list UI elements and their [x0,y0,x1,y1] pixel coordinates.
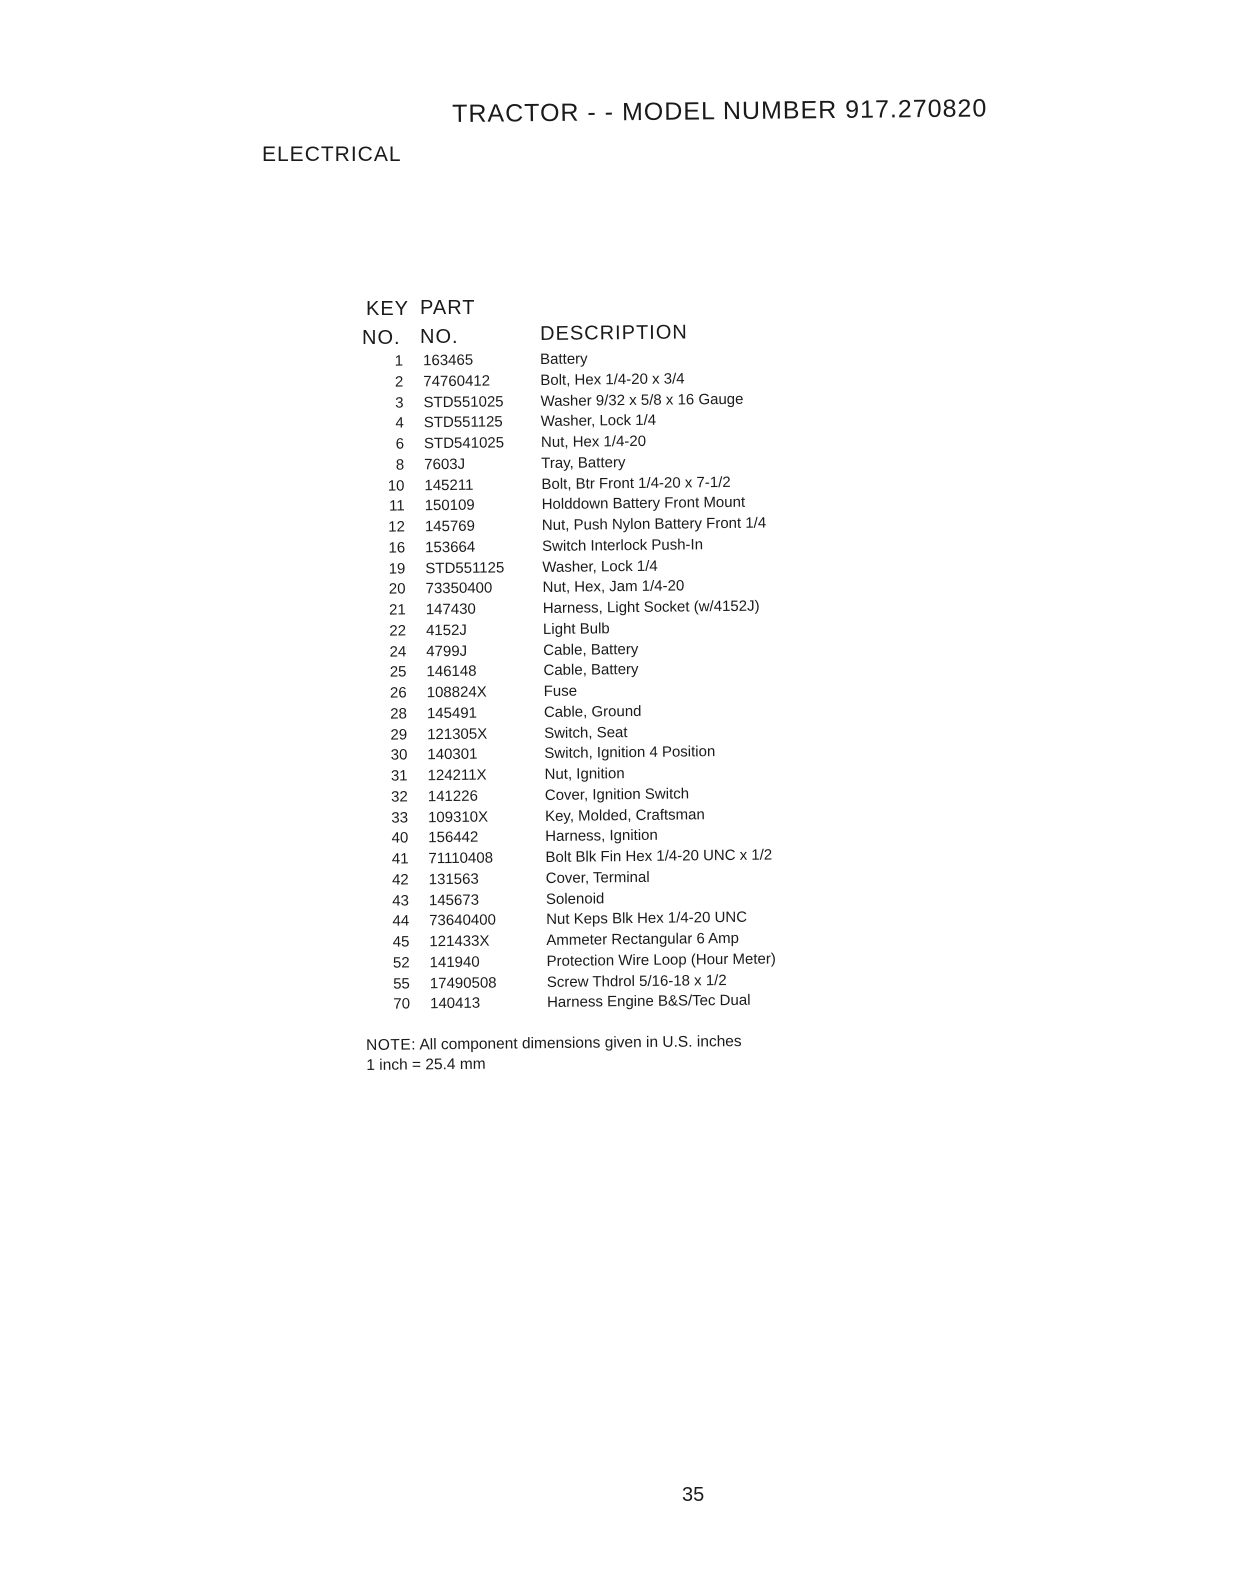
note-label: NOTE: [366,1036,417,1054]
part-no-cell: 147430 [425,600,476,619]
key-no-cell: 24 [389,642,407,661]
key-no-cell: 30 [390,746,408,764]
part-no-cell: 146148 [426,662,477,681]
part-no-cell: 145769 [424,517,476,536]
part-no-cell: STD541025 [423,434,505,453]
key-no-cell: 43 [392,891,410,910]
description-cell: Washer, Lock 1/4 [540,411,657,431]
description-cell: Bolt, Hex 1/4-20 x 3/4 [540,370,685,389]
key-no-cell: 16 [388,539,406,557]
description-cell: Bolt, Btr Front 1/4-20 x 7-1/2 [541,473,731,493]
key-no-cell: 45 [392,933,410,951]
part-no-cell: 73640400 [429,911,496,930]
part-no-cell: 131563 [428,870,479,888]
page-number: 35 [682,1484,705,1506]
part-no-header-line1: PART [420,297,476,319]
key-no-cell: 55 [393,974,410,993]
description-cell: Battery [540,350,588,368]
key-no-cell: 33 [391,808,409,827]
part-no-cell: 7603J [424,455,466,474]
description-cell: Cable, Battery [543,661,639,680]
part-no-cell: STD551125 [423,413,503,432]
part-no-cell: 4152J [425,621,467,639]
description-cell: Protection Wire Loop (Hour Meter) [546,950,776,970]
part-no-cell: 121433X [429,932,490,951]
description-cell: Harness, Light Socket (w/4152J) [542,597,760,617]
parts-list [355,347,832,1016]
key-no-cell: 10 [387,476,405,495]
part-no-cell: 17490508 [429,974,497,992]
description-cell: Harness Engine B&S/Tec Dual [546,992,751,1012]
note-line2: 1 inch = 25.4 mm [366,1055,486,1074]
part-no-cell: 73350400 [425,579,493,598]
key-no-cell: 70 [393,995,411,1013]
key-no-cell: 41 [391,850,409,868]
description-header: DESCRIPTION [540,321,688,345]
part-no-cell: 109310X [427,808,489,826]
table-row [362,990,832,1016]
part-no-header-line2: NO. [420,326,459,348]
description-cell: Cover, Ignition Switch [544,785,690,804]
part-no-cell: 108824X [426,683,487,702]
description-cell: Nut, Hex 1/4-20 [540,432,647,451]
note-line1: All component dimensions given in U.S. inches [419,1033,742,1054]
key-no-cell: 20 [388,580,406,598]
part-no-cell: 145491 [426,704,478,722]
description-cell: Holddown Battery Front Mount [541,494,746,514]
description-cell: Ammeter Rectangular 6 Amp [546,929,740,949]
description-cell: Cable, Ground [543,702,642,721]
description-cell: Nut, Ignition [544,765,625,783]
key-no-cell: 4 [395,414,404,432]
description-cell: Washer, Lock 1/4 [542,557,658,576]
part-no-cell: 121305X [427,725,488,743]
part-no-cell: STD551125 [425,558,505,577]
key-no-cell: 19 [388,559,406,578]
description-cell: Key, Molded, Craftsman [544,805,705,825]
key-no-cell: 32 [391,788,408,806]
key-no-cell: 22 [389,622,407,640]
key-no-cell: 26 [389,684,407,702]
part-no-cell: 145211 [424,476,474,494]
section-title: ELECTRICAL [262,143,402,166]
key-no-cell: 11 [389,497,405,515]
part-no-cell: 74760412 [423,372,491,391]
description-cell: Nut Keps Blk Hex 1/4-20 UNC [546,909,748,929]
key-no-cell: 1 [394,352,404,370]
part-no-cell: 141226 [427,787,478,805]
key-no-cell: 6 [395,435,405,453]
part-no-cell: 140301 [427,745,478,764]
part-no-cell: 141940 [429,953,480,971]
key-no-cell: 2 [394,373,404,391]
description-cell: Solenoid [545,889,605,908]
description-cell: Bolt Blk Fin Hex 1/4-20 UNC x 1/2 [545,846,773,866]
note [366,1032,742,1076]
page-title: TRACTOR - - MODEL NUMBER 917.270820 [452,94,988,128]
key-no-cell: 3 [395,393,404,412]
description-cell: Switch, Seat [544,723,628,742]
part-no-cell: 140413 [429,994,481,1013]
key-no-cell: 21 [389,601,406,619]
key-no-cell: 28 [390,705,408,723]
description-cell: Screw Thdrol 5/16-18 x 1/2 [546,971,727,991]
description-cell: Fuse [543,682,578,700]
description-cell: Light Bulb [542,620,610,638]
description-cell: Cover, Terminal [545,868,650,887]
key-no-cell: 12 [388,518,405,536]
key-no-header-line1: KEY [366,298,410,320]
description-cell: Nut, Push Nylon Battery Front 1/4 [541,514,767,534]
description-cell: Harness, Ignition [545,827,658,846]
key-no-cell: 25 [389,663,407,681]
description-cell: Tray, Battery [541,453,626,472]
description-cell: Switch, Ignition 4 Position [544,743,716,763]
key-no-cell: 44 [392,912,410,930]
part-no-cell: 150109 [424,496,475,515]
key-no-cell: 29 [390,725,408,744]
description-cell: Cable, Battery [543,640,639,659]
part-no-cell: 124211X [427,766,487,785]
part-no-cell: 153664 [425,538,476,557]
key-no-cell: 31 [390,767,408,785]
key-no-cell: 8 [395,456,405,474]
part-no-cell: 163465 [423,351,474,370]
description-cell: Nut, Hex, Jam 1/4-20 [542,577,685,597]
key-no-header-line2: NO. [362,327,401,349]
description-cell: Switch Interlock Push-In [542,535,704,555]
part-no-cell: 71110408 [428,849,494,868]
part-no-cell: 156442 [428,828,479,847]
key-no-cell: 52 [392,954,410,972]
part-no-cell: STD551025 [423,392,504,411]
key-no-cell: 42 [391,871,409,889]
part-no-cell: 145673 [428,891,480,909]
key-no-cell: 40 [391,829,409,847]
part-no-cell: 4799J [426,642,468,660]
description-cell: Washer 9/32 x 5/8 x 16 Gauge [540,390,744,410]
